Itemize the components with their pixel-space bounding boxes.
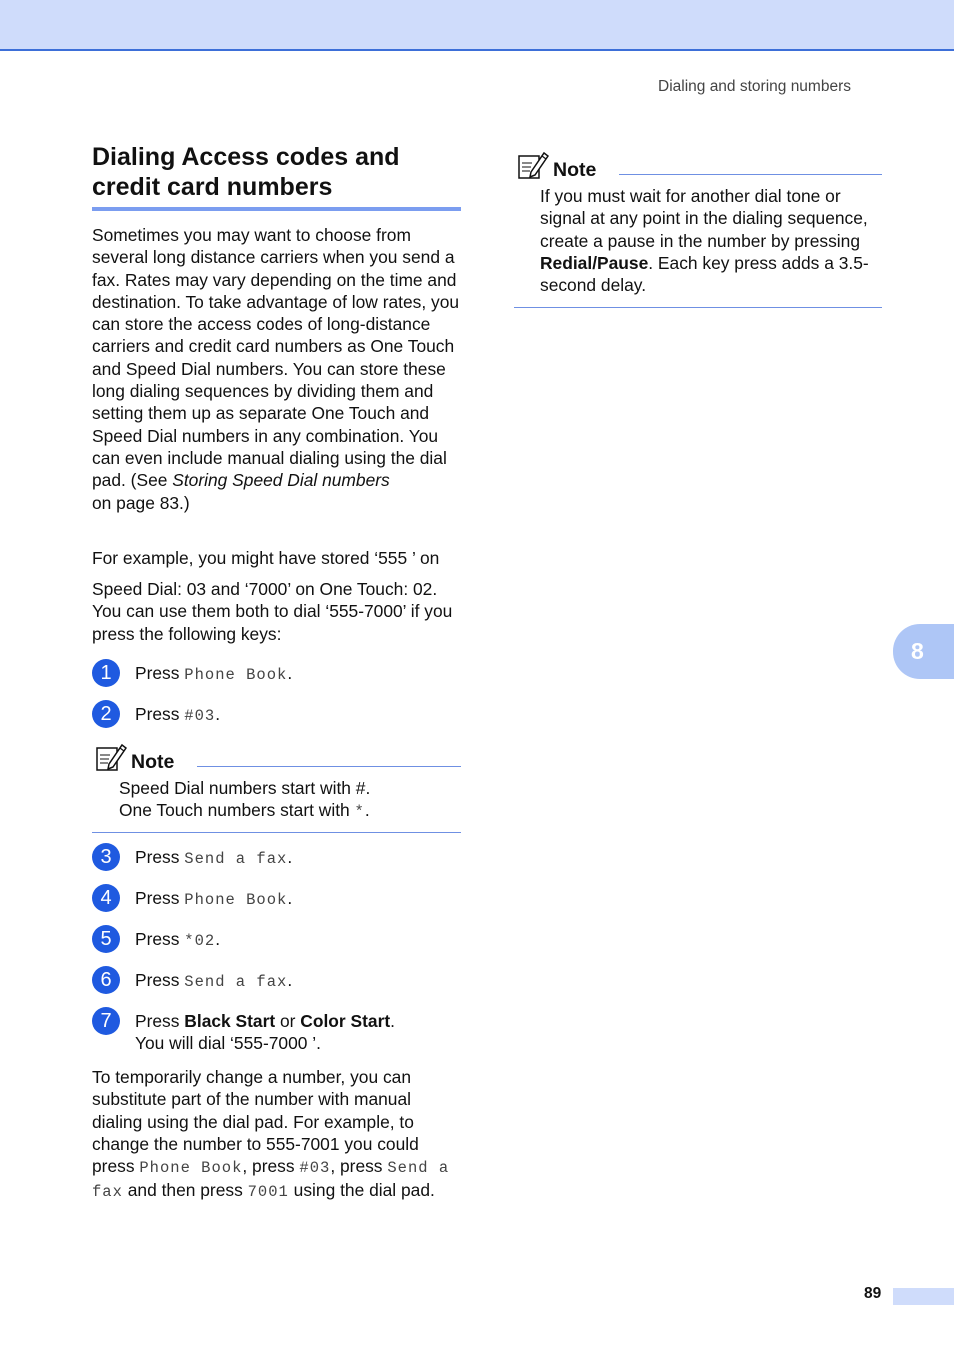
key-name: Color Start [300,1011,391,1031]
key-name: Phone Book [139,1159,243,1178]
step-number: 1 [92,659,120,687]
right-note-header [517,150,887,182]
key-name: Send a fax [184,850,288,868]
chapter-tab: 8 [893,624,954,679]
running-head: Dialing and storing numbers [658,78,851,95]
key-name: *02 [184,932,216,950]
step-text: Press *02. [135,929,221,950]
step-number: 4 [92,884,120,912]
note-line-2: One Touch numbers start with [119,800,355,821]
step-text: Press Phone Book. [135,663,293,684]
inner-note-body: Speed Dial numbers start with #. One Touch numbers start with *. [119,778,371,822]
intro-paragraph [92,224,464,514]
section-title [92,142,461,211]
note-bottom-rule [514,307,882,308]
step-7 [92,1007,464,1059]
right-note-body: If you must wait for another dial tone or signal at any point in the dialing sequence, create a pause in the number by pressing Redial/Pause. Each key press adds a 3.5-second delay. [540,186,869,296]
note-pencil-icon [517,150,549,180]
step-number: 6 [92,966,120,994]
step-result: You will dial ‘555-7000 ’. [135,1033,321,1054]
step-text: Press Send a fax. [135,847,293,868]
key-name: #03 [299,1159,331,1178]
step-number: 5 [92,925,120,953]
note-label: Note [131,751,175,773]
key-name: Phone Book [184,666,288,684]
title-line-1: Dialing Access codes and [92,143,400,171]
step-text: Press #03. [135,704,221,725]
header-band [0,0,954,51]
step-number: 2 [92,700,120,728]
footer-bar [893,1288,954,1305]
key-name: Black Start [184,1011,276,1031]
key-name: Phone Book [184,891,288,909]
note-line-1: Speed Dial numbers start with #. [119,778,371,798]
step-text: Press Black Start or Color Start. You will dial ‘555-7000 ’. [135,1011,395,1054]
note-label: Note [553,159,597,181]
example-line-1: For example, you might have stored ‘555 ’ on [92,548,440,568]
key-name: Send a fax [184,973,288,991]
step-number: 7 [92,1007,120,1035]
step-text: Press Send a fax. [135,970,293,991]
note-bottom-rule [92,832,461,833]
step-text: Press Phone Book. [135,888,293,909]
key-name: Send a fax [92,1159,450,1202]
page-number: 89 [864,1285,882,1302]
key-name: #03 [184,707,216,725]
step-6 [92,966,464,994]
star-key: * [354,803,365,822]
closing-paragraph: To temporarily change a number, you can substitute part of the number with manual dialing using the dial pad. For example, to change the number to 555-7001 you could press Phone Book, press #03, press Send a fax and then press 7001 using the dial pad. [92,1067,450,1202]
step-4 [92,884,464,912]
note-top-rule [619,174,882,175]
note-top-rule [197,766,461,767]
key-name: 7001 [247,1183,289,1202]
step-5 [92,925,464,953]
note-pencil-icon [95,742,127,772]
step-3 [92,843,464,871]
inner-note-header [95,742,465,774]
intro-text: Sometimes you may want to choose from several long distance carriers when you send a fax. Rates may vary depending on the time and destination. To take advantage of low rates, you can store the access codes of long-distance carriers and credit card numbers as One Touch and Speed Dial numbers. You can store these long dialing sequences by dividing them and setting them up as separate One Touch and Speed Dial numbers in any combination. You can even include manual dialing using the dial pad. (See [92,225,460,491]
key-name: Redial/Pause [540,252,649,273]
cross-reference: Storing Speed Dial numbers [172,470,390,491]
title-line-2: credit card numbers [92,173,333,201]
step-1 [92,659,464,687]
step-2 [92,700,464,728]
step-number: 3 [92,843,120,871]
example-paragraph: Speed Dial: 03 and ‘7000’ on One Touch: 02. You can use them both to dial ‘555-7000’ if you press the following keys: [92,579,453,644]
intro-page-ref: on page 83.) [92,492,190,513]
